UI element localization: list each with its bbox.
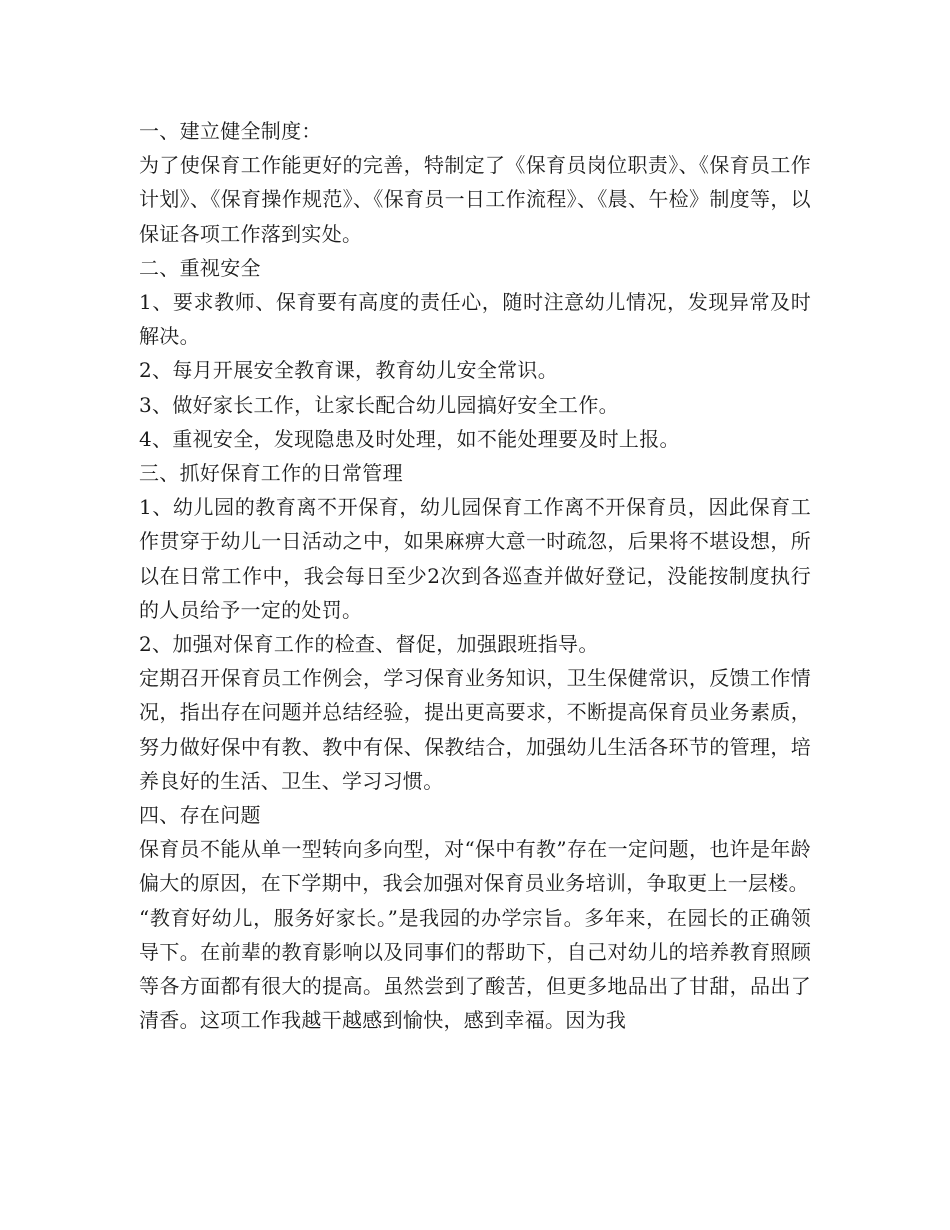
list-item: 1、要求教师、保育要有高度的责任心，随时注意幼儿情况，发现异常及时解决。 <box>139 290 811 349</box>
list-item: 3、做好家长工作，让家长配合幼儿园搞好安全工作。 <box>139 392 619 417</box>
paragraph: 定期召开保育员工作例会，学习保育业务知识，卫生保健常识，反馈工作情况，指出存在问题并总结经验，提出更高要求，不断提高保育员业务素质，努力做好保中有教、教中有保、保教结合，加强幼儿生活各环节的管理，培养良好的生活、卫生、学习习惯。 <box>139 666 811 793</box>
section-heading-1: 一、建立健全制度： <box>139 119 322 143</box>
paragraph: 为了使保育工作能更好的完善，特制定了《保育员岗位职责》、《保育员工作计划》、《保育操作规范》、《保育员一日工作流程》、《晨、午检》制度等，以保证各项工作落到实处。 <box>139 153 811 246</box>
section-heading-3: 三、抓好保育工作的日常管理 <box>139 461 403 486</box>
list-item: 4、重视安全，发现隐患及时处理，如不能处理要及时上报。 <box>139 426 680 451</box>
paragraph: 保育员不能从单一型转向多向型，对“保中有教”存在一定问题，也许是年龄偏大的原因，在下学期中，我会加强对保育员业务培训，争取更上一层楼。 <box>139 837 811 896</box>
paragraph: “教育好幼儿，服务好家长。”是我园的办学宗旨。多年来，在园长的正确领导下。在前辈的教育影响以及同事们的帮助下，自己对幼儿的培养教育照顾等各方面都有很大的提高。虽然尝到了酸苦，但更多地品出了甘甜，品出了清香。这项工作我越干越感到愉快，感到幸福。因为我 <box>139 905 811 1033</box>
list-item: 2、每月开展安全教育课，教育幼儿安全常识。 <box>139 358 559 383</box>
list-item: 2、加强对保育工作的检查、督促，加强跟班指导。 <box>139 632 599 657</box>
section-heading-4: 四、存在问题 <box>139 803 261 828</box>
list-item: 1、幼儿园的教育离不开保育，幼儿园保育工作离不开保育员，因此保育工作贯穿于幼儿一日活动之中，如果麻痹大意一时疏忽，后果将不堪设想，所以在日常工作中，我会每日至少2次到各巡查并做好登记，没能按制度执行的人员给予一定的处罚。 <box>139 495 811 622</box>
section-heading-2: 二、重视安全 <box>139 255 261 280</box>
document-body <box>139 114 811 1037</box>
